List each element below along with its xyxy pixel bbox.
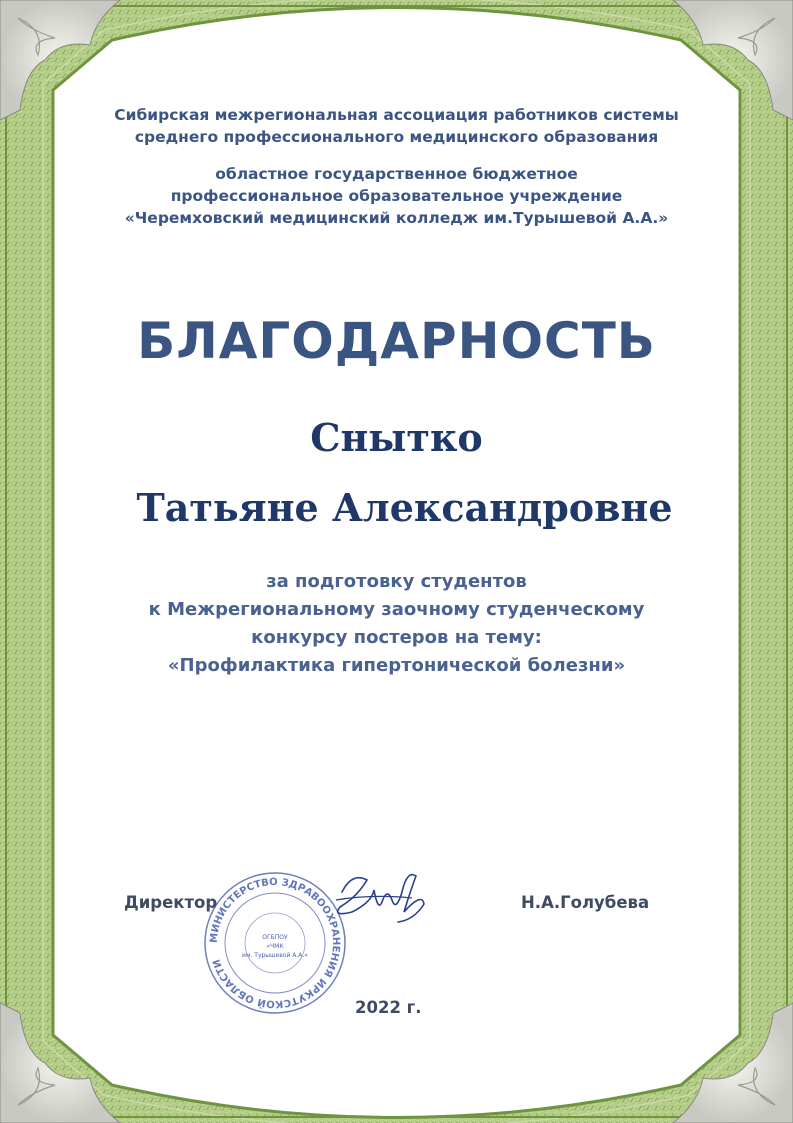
institution-line: областное государственное бюджетное [215, 165, 578, 183]
award-reason [0, 568, 793, 680]
stamp-center-line: им. Турышевой А.А.» [242, 952, 308, 959]
recipient-surname: Снытко [310, 415, 483, 460]
organization-line: Сибирская межрегиональная ассоциация работников системы [114, 106, 679, 124]
reason-line: к Межрегиональному заочному студенческому [148, 599, 645, 620]
organization-line: среднего профессионального медицинского образования [134, 128, 659, 146]
stamp-center-line: «ЧМК [266, 943, 284, 950]
institution-name [0, 163, 793, 229]
stamp-ring-text: МИНИСТЕРСТВО ЗДРАВООХРАНЕНИЯ ИРКУТСКОЙ ОБЛАСТИ [208, 876, 342, 1010]
certificate-title: БЛАГОДАРНОСТЬ [137, 312, 656, 370]
organization-name [0, 104, 793, 148]
director-name: Н.А.Голубева [521, 893, 650, 912]
reason-line: «Профилактика гипертонической болезни» [167, 655, 626, 676]
institution-line: профессиональное образовательное учреждение [170, 187, 623, 205]
reason-line: за подготовку студентов [266, 571, 527, 592]
institution-line: «Черемховский медицинский колледж им.Турышевой А.А.» [124, 209, 669, 227]
recipient-name: Татьяне Александровне [136, 485, 673, 530]
reason-line: конкурсу постеров на тему: [251, 627, 542, 648]
stamp-center-line: ОГБПОУ [262, 934, 288, 941]
issue-year: 2022 г. [355, 998, 422, 1017]
director-signature [312, 862, 432, 942]
director-label: Директор [124, 893, 218, 912]
